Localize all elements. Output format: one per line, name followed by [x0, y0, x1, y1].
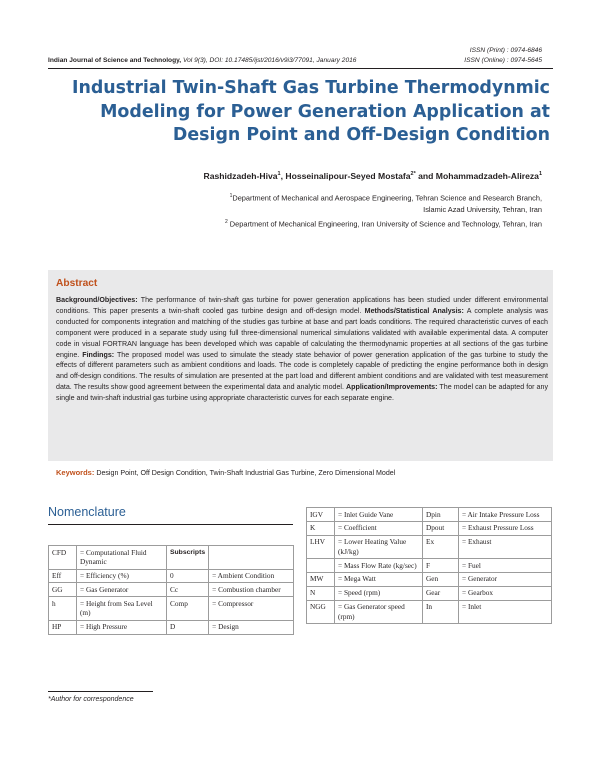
table-cell: IGV [307, 508, 335, 522]
table-cell: HP [49, 620, 77, 634]
table-cell: = Gearbox [459, 586, 552, 600]
table-cell: GG [49, 583, 77, 597]
footnote: *Author for correspondence [48, 696, 134, 703]
affiliation-mark: 1 [229, 193, 233, 199]
table-cell: 0 [167, 569, 209, 583]
author-affil-mark: 2* [410, 171, 416, 178]
table-cell: = Exhaust [459, 535, 552, 559]
abstract-label: Findings: [82, 350, 115, 359]
footnote-rule [48, 691, 153, 692]
table-cell: In [423, 600, 459, 624]
abstract-label: Background/Objectives: [56, 296, 138, 304]
keywords [56, 468, 395, 477]
journal-name: Indian Journal of Science and Technology, [48, 57, 182, 64]
table-cell: Dpout [423, 521, 459, 535]
table-cell: = Generator [459, 572, 552, 586]
abstract-paragraph: The proposed model was used to simulate the steady state behavior of power generation application of the gas turbine to study the effects of different parameters such as ambient conditions and loads. The code is completely capable of predicting the engine performance both in design and off-design conditions. The results of simulation are presented at the part load and different ambient conditions and are validated with test measurement data. The results show good agreement between the experimental data and analytic model. [56, 350, 548, 392]
table-cell: = Mass Flow Rate (kg/sec) [335, 559, 423, 573]
table-cell: h [49, 597, 77, 621]
issn-block [464, 46, 542, 65]
table-cell: = Inlet [459, 600, 552, 624]
affiliation-1 [225, 190, 542, 204]
author-name: Rashidzadeh-Hiva [203, 171, 278, 181]
table-cell: Dpin [423, 508, 459, 522]
affiliation-1-cont: Islamic Azad University, Tehran, Iran [423, 205, 542, 215]
table-row [49, 583, 294, 597]
abstract-paragraph: A complete analysis was conducted for components integration and matching of the studies gas turbine at base and part loads conditions. The required characteristic curves of each component were produced in a separate study using full three-dimensional numerical simulations validated with available experimental data. A computer code in visual FORTRAN language has been developed which was capable of calculating the thermodynamic properties at all sections of the gas turbine engine. [56, 306, 548, 359]
abstract-paragraph: The performance of twin-shaft gas turbine for power generation applications has been studied under different environmental conditions. This paper presents a twin-shaft cooled gas turbine design and off-design model. [56, 296, 548, 315]
table-row [307, 508, 552, 522]
abstract-heading: Abstract [56, 278, 98, 289]
table-cell: = Mega Watt [335, 572, 423, 586]
table-cell: = Air Intake Pressure Loss [459, 508, 552, 522]
table-cell: = Exhaust Pressure Loss [459, 521, 552, 535]
table-cell: Gear [423, 586, 459, 600]
table-cell: Cc [167, 583, 209, 597]
table-cell: LHV [307, 535, 335, 559]
table-cell: = Inlet Guide Vane [335, 508, 423, 522]
table-cell: = Computational Fluid Dynamic [77, 546, 167, 570]
journal-details: Vol 9(3), DOI: 10.17485/ijst/2016/v9i3/77091, January 2016 [182, 57, 357, 64]
table-row [49, 597, 294, 621]
journal-citation [48, 57, 356, 64]
author-separator: and [415, 171, 436, 181]
affiliations [225, 190, 542, 231]
title-line: Modeling for Power Generation Application at [100, 101, 550, 122]
author-name: Hosseinalipour-Seyed Mostafa [285, 171, 411, 181]
table-cell: Subscripts [167, 546, 209, 570]
table-cell: = Coefficient [335, 521, 423, 535]
abstract-paragraph: The model can be adapted for any single and twin-shaft industrial gas turbine using appropriate characteristic curves for each separate engine. [56, 383, 548, 403]
issn-online: ISSN (Online) : 0974-5645 [464, 56, 542, 64]
issn-print: ISSN (Print) : 0974-6846 [469, 47, 542, 54]
table-row [307, 572, 552, 586]
table-cell: Comp [167, 597, 209, 621]
table-cell: = Fuel [459, 559, 552, 573]
affiliation-text: Department of Mechanical and Aerospace Engineering, Tehran Science and Research Branch, [232, 193, 542, 203]
abstract-label: Application/Improvements: [346, 383, 438, 392]
table-cell: CFD [49, 546, 77, 570]
keywords-label: Keywords: [56, 468, 95, 477]
table-cell: MW [307, 572, 335, 586]
table-row [307, 521, 552, 535]
header-rule [48, 68, 553, 69]
table-row [49, 620, 294, 634]
table-row [49, 569, 294, 583]
affiliation-text: Department of Mechanical Engineering, Iran University of Science and Technology, Tehran, Iran [227, 219, 542, 229]
table-cell: Gen [423, 572, 459, 586]
abstract-body [56, 295, 548, 404]
table-cell: NGG [307, 600, 335, 624]
table-cell: = Lower Heating Value (kJ/kg) [335, 535, 423, 559]
table-cell: = Gas Generator speed (rpm) [335, 600, 423, 624]
table-cell: = Speed (rpm) [335, 586, 423, 600]
author-affil-mark: 1 [538, 171, 542, 178]
table-cell [307, 559, 335, 573]
keywords-text: Design Point, Off Design Condition, Twin-Shaft Industrial Gas Turbine, Zero Dimensional Model [94, 469, 396, 477]
author-list [204, 171, 542, 181]
nomenclature-heading: Nomenclature [48, 505, 126, 519]
table-cell: = Height from Sea Level (m) [77, 597, 167, 621]
table-cell [209, 546, 294, 570]
author-affil-mark: 1 [277, 171, 281, 178]
table-cell: = High Pressure [77, 620, 167, 634]
title-line: Design Point and Off-Design Condition [172, 125, 550, 145]
nomenclature-table-right [306, 507, 552, 624]
table-cell: = Design [209, 620, 294, 634]
table-cell: = Efficiency (%) [77, 569, 167, 583]
nomenclature-table-left [48, 545, 294, 635]
table-row [307, 535, 552, 559]
table-cell: Ex [423, 535, 459, 559]
table-cell: = Compressor [209, 597, 294, 621]
author-name: Mohammadzadeh-Alireza [435, 171, 539, 181]
affiliation-mark: 2 [224, 219, 228, 226]
table-row [49, 546, 294, 570]
title-line: Industrial Twin-Shaft Gas Turbine Thermodynmic [72, 78, 550, 98]
table-cell: D [167, 620, 209, 634]
table-cell: Eff [49, 569, 77, 583]
table-row [307, 559, 552, 573]
table-cell: F [423, 559, 459, 573]
author-separator: , [280, 171, 286, 181]
nomenclature-rule [48, 524, 293, 525]
table-row [307, 586, 552, 600]
table-cell: K [307, 521, 335, 535]
paper-title [60, 77, 550, 148]
abstract-label: Methods/Statistical Analysis: [364, 306, 464, 315]
table-cell: = Combustion chamber [209, 583, 294, 597]
table-cell: = Gas Generator [77, 583, 167, 597]
table-cell: N [307, 586, 335, 600]
table-row [307, 600, 552, 624]
table-cell: = Ambient Condition [209, 569, 294, 583]
affiliation-2 [225, 216, 542, 230]
